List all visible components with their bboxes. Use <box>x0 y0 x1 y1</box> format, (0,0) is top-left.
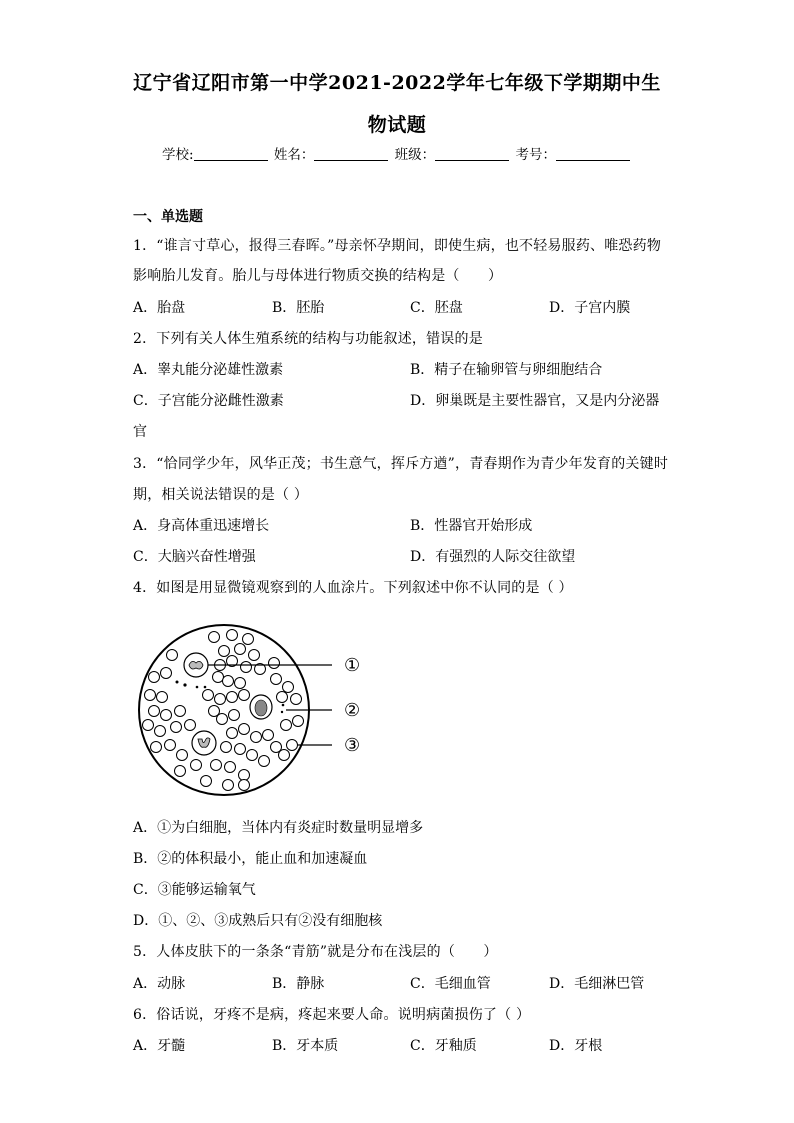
q5-option-b: B．静脉 <box>272 976 325 992</box>
q5-option-a: A．动脉 <box>133 976 186 992</box>
red-blood-cell <box>287 740 298 751</box>
red-blood-cell <box>277 692 288 703</box>
q5-option-d: D．毛细淋巴管 <box>549 976 645 992</box>
red-blood-cell <box>243 634 254 645</box>
document-title-line1: 辽宁省辽阳市第一中学2021-2022学年七年级下学期期中生 <box>133 72 661 94</box>
q1-stem-line2: 影响胎儿发育。胎儿与母体进行物质交换的结构是（ ） <box>133 268 503 284</box>
q6-stem-line1: 6．俗话说，牙疼不是病，疼起来要人命。说明病菌损伤了（ ） <box>133 1007 531 1023</box>
q1-option-a: A．胎盘 <box>133 300 186 316</box>
red-blood-cell <box>165 740 176 751</box>
q6-option-b: B．牙本质 <box>272 1038 339 1054</box>
red-blood-cell <box>227 630 238 641</box>
red-blood-cell <box>241 662 252 673</box>
red-blood-cell <box>271 674 282 685</box>
q4-option-a: A．①为白细胞，当体内有炎症时数量明显增多 <box>133 820 424 836</box>
red-blood-cell <box>259 756 270 767</box>
red-blood-cell <box>203 690 214 701</box>
red-blood-cell <box>145 690 156 701</box>
red-blood-cell <box>161 668 172 679</box>
figure-label-1: ① <box>344 655 361 676</box>
red-blood-cell <box>149 672 160 683</box>
red-blood-cell <box>175 766 186 777</box>
red-blood-cell <box>209 632 220 643</box>
q6-option-c: C．牙釉质 <box>410 1038 477 1054</box>
q2-option-d-wrap: 官 <box>133 424 147 440</box>
red-blood-cell <box>283 682 294 693</box>
q4-option-c: C．③能够运输氧气 <box>133 882 256 898</box>
red-blood-cell <box>201 776 212 787</box>
white-blood-cell-1 <box>184 653 208 677</box>
class-blank[interactable] <box>435 146 509 161</box>
red-blood-cell <box>223 676 234 687</box>
red-blood-cell <box>219 646 230 657</box>
school-label: 学校: <box>162 147 194 163</box>
figure-label-2: ② <box>344 700 361 721</box>
red-blood-cell <box>239 780 250 791</box>
q2-option-a: A．睾丸能分泌雄性激素 <box>133 362 284 378</box>
red-blood-cell <box>143 720 154 731</box>
red-blood-cell <box>223 780 234 791</box>
q1-option-b: B．胚胎 <box>272 300 325 316</box>
red-blood-cell <box>149 706 160 717</box>
red-blood-cell <box>235 678 246 689</box>
q4-option-b: B．②的体积最小，能止血和加速凝血 <box>133 851 368 867</box>
red-blood-cell <box>161 710 172 721</box>
q4-stem-line1: 4．如图是用显微镜观察到的人血涂片。下列叙述中你不认同的是（ ） <box>133 580 573 596</box>
red-blood-cell <box>281 720 292 731</box>
red-blood-cell <box>177 750 188 761</box>
q1-option-c: C．胚盘 <box>410 300 463 316</box>
q5-stem-line1: 5．人体皮肤下的一条条“青筋”就是分布在浅层的（ ） <box>133 944 498 960</box>
red-blood-cell <box>269 658 280 669</box>
red-blood-cell <box>239 770 250 781</box>
red-blood-cell <box>151 742 162 753</box>
name-blank[interactable] <box>314 146 388 161</box>
red-blood-cell <box>263 730 274 741</box>
red-blood-cell <box>279 750 290 761</box>
document-title-line2: 物试题 <box>367 114 427 136</box>
red-blood-cell <box>175 706 186 717</box>
red-blood-cell <box>235 644 246 655</box>
red-blood-cell <box>221 742 232 753</box>
class-label: 班级： <box>394 147 436 163</box>
red-blood-cell <box>185 720 196 731</box>
q2-option-c: C．子宫能分泌雌性激素 <box>133 393 284 409</box>
red-blood-cell <box>293 716 304 727</box>
red-blood-cell <box>229 710 240 721</box>
q3-stem-line1: 3．“恰同学少年，风华正茂；书生意气，挥斥方遒”，青春期作为青少年发育的关键时 <box>133 456 669 472</box>
q1-stem-line1: 1．“谁言寸草心，报得三春晖。”母亲怀孕期间，即使生病，也不轻易服药、唯恐药物 <box>133 238 662 254</box>
red-blood-cell <box>239 724 250 735</box>
red-blood-cell <box>227 692 238 703</box>
figure-label-3: ③ <box>344 735 361 756</box>
number-blank[interactable] <box>556 146 630 161</box>
red-blood-cell <box>227 728 238 739</box>
number-label: 考号： <box>515 147 556 163</box>
q3-stem-line2: 期，相关说法错误的是（ ） <box>133 487 309 503</box>
student-info-row <box>0 143 794 163</box>
red-blood-cell <box>167 650 178 661</box>
q5-option-c: C．毛细血管 <box>410 976 491 992</box>
section-title: 一、单选题 <box>133 209 203 225</box>
q2-option-d: D．卵巢既是主要性器官，又是内分泌器 <box>410 393 660 409</box>
red-blood-cell <box>217 714 228 725</box>
blood-smear-figure <box>136 615 366 805</box>
red-blood-cell <box>191 760 202 771</box>
red-blood-cell <box>247 750 258 761</box>
red-blood-cell <box>157 692 168 703</box>
school-blank[interactable] <box>194 146 268 161</box>
name-label: 姓名： <box>273 147 315 163</box>
red-blood-cell <box>213 672 224 683</box>
q3-option-a: A．身高体重迅速增长 <box>133 518 270 534</box>
q2-option-b: B．精子在输卵管与卵细胞结合 <box>410 362 603 378</box>
q1-option-d: D．子宫内膜 <box>549 300 631 316</box>
red-blood-cell <box>225 762 236 773</box>
q4-option-d: D．①、②、③成熟后只有②没有细胞核 <box>133 913 383 929</box>
q3-option-c: C．大脑兴奋性增强 <box>133 549 256 565</box>
q6-option-a: A．牙髓 <box>133 1038 186 1054</box>
red-blood-cell <box>155 726 166 737</box>
q6-option-d: D．牙根 <box>549 1038 603 1054</box>
red-blood-cell <box>235 744 246 755</box>
red-blood-cell <box>239 690 250 701</box>
q3-option-d: D．有强烈的人际交往欲望 <box>410 549 576 565</box>
red-blood-cell <box>215 694 226 705</box>
red-blood-cell <box>171 722 182 733</box>
red-blood-cell <box>291 694 302 705</box>
red-blood-cell <box>211 760 222 771</box>
q2-stem-line1: 2．下列有关人体生殖系统的结构与功能叙述，错误的是 <box>133 331 483 347</box>
red-blood-cell <box>249 650 260 661</box>
q3-option-b: B．性器官开始形成 <box>410 518 533 534</box>
nucleated-oval-cell <box>250 695 272 719</box>
white-blood-cell-2 <box>192 731 216 755</box>
red-blood-cell <box>251 732 262 743</box>
